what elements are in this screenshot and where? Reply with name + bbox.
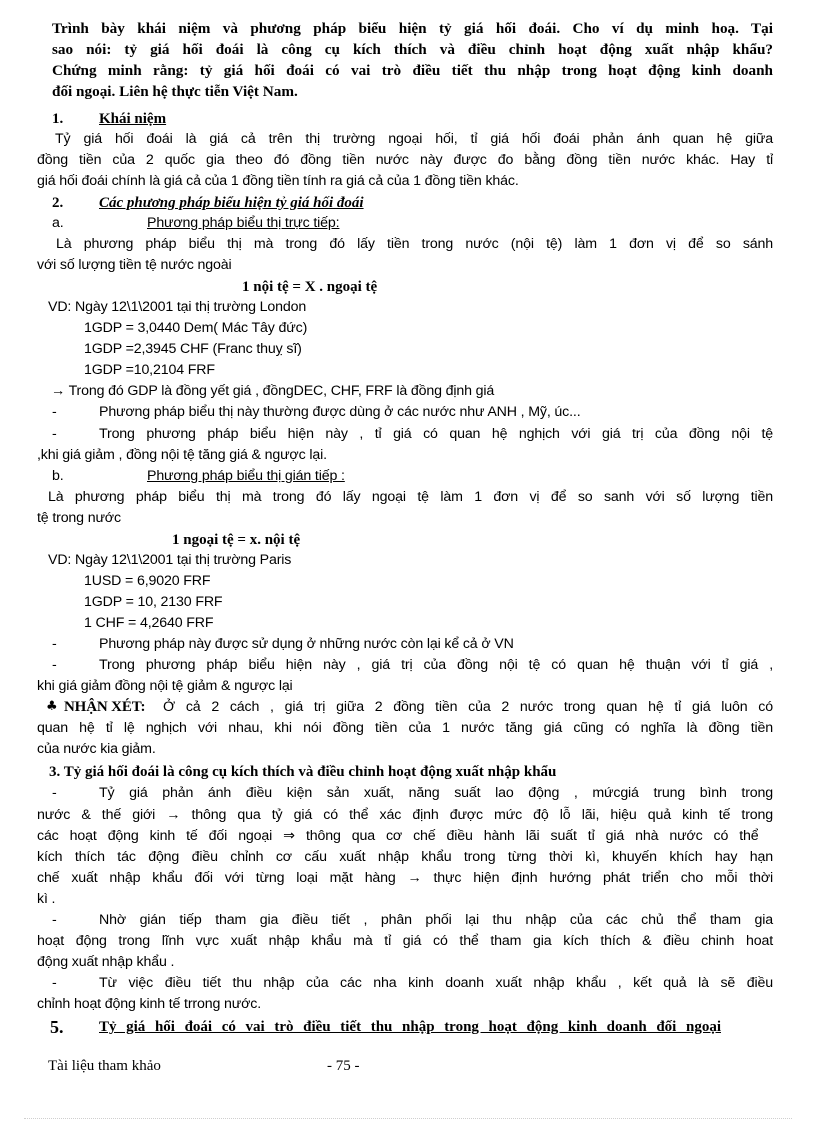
bullet-text: ,khi giá giảm , đồng nội tệ tăng giá & ngược lại. [37, 447, 327, 463]
bullet-dash: - [52, 636, 57, 652]
paragraph-text: Từ việc điều tiết thu nhập của các nha kinh doanh xuất nhập khẩu , kết quả là sẽ điều [99, 975, 773, 991]
paragraph-text: chế xuất nhập khẩu đối với từng loại mặt hàng → thực hiện định hướng phát triển cho mỗi thời [37, 870, 773, 886]
section-1-number: 1. [52, 111, 64, 127]
section-3-title: 3. Tỷ giá hối đoái là công cụ kích thích và điều chỉnh hoạt động xuất nhập khẩu [49, 764, 557, 780]
bullet-text: Trong phương pháp biểu hiện này , giá trị của đồng nội tệ có quan hệ thuận với tỉ giá , [99, 657, 773, 673]
paragraph-text: Là phương pháp biểu thị mà trong đó lấy ngoại tệ làm 1 đơn vị để so sanh với số lượng tiền [48, 489, 773, 505]
remark-text: của nước kia giảm. [37, 741, 156, 757]
note-text: → Trong đó GDP là đồng yết giá , đồngDEC, CHF, FRF là đồng định giá [51, 383, 495, 399]
question-text-3: Chứng minh rằng: tỷ giá hối đoái có vai trò điều tiết thu nhập trong hoạt động kinh doanh [52, 62, 773, 79]
paragraph-text: đồng tiền của 2 quốc gia theo đó đồng tiền nước này được đo bằng đồng tiền nước khác. Hay tỉ [37, 152, 773, 168]
formula-text: 1 ngoại tệ = x. nội tệ [172, 532, 301, 548]
paragraph-text: nước & thế giới → thông qua tỷ giá có thể xác định được mức độ lỗ lãi, hiệu quả kinh tế trong [37, 807, 773, 823]
paragraph-text: kì . [37, 891, 56, 907]
example-rate: 1GDP =2,3945 CHF (Franc thuỵ sĩ) [84, 341, 302, 357]
remark-text: quan hệ tỉ lệ nghịch với nhau, khi nói đồng tiền của 1 nước tăng giá cũng có nghĩa là đồng tiền [37, 720, 773, 736]
section-5-number: 5. [50, 1017, 64, 1037]
example-rate: 1GDP = 10, 2130 FRF [84, 594, 223, 610]
paragraph-text: Tỷ giá phản ánh điều kiện sản xuất, năng suất lao động , mứcgiá trung bình trong [99, 785, 773, 801]
bullet-dash: - [52, 426, 57, 442]
paragraph-text: động xuất nhập khẩu . [37, 954, 175, 970]
section-1-title: Khái niệm [99, 111, 167, 127]
paragraph-text: các hoạt động kinh tế đối ngoại ⇒ thông qua cơ chế điều hành lãi suất tỉ giá nhà nước có thể [37, 828, 759, 844]
section-2-title: Các phương pháp biểu hiện tỷ giá hối đoái [99, 195, 364, 211]
example-rate: 1 CHF = 4,2640 FRF [84, 615, 214, 631]
page-number: - 75 - [327, 1058, 360, 1074]
footer-divider [24, 1118, 792, 1119]
paragraph-text: Là phương pháp biểu thị mà trong đó lấy tiền trong nước (nội tệ) làm 1 đơn vị để so sánh [56, 236, 773, 252]
section-2-number: 2. [52, 195, 64, 211]
example-rate: 1GDP = 3,0440 Dem( Mác Tây đức) [84, 320, 308, 336]
bullet-text: Trong phương pháp biểu hiện này , tỉ giá có quan hệ nghịch với giá trị của đồng nội tệ [99, 426, 773, 442]
formula-text: 1 nội tệ = X . ngoại tệ [242, 279, 378, 295]
bullet-text: Phương pháp này được sử dụng ở những nước còn lại kể cả ở VN [99, 636, 514, 652]
paragraph-text: kích thích tác động điều chỉnh cơ cấu xuất nhập khẩu trong từng thời kì, khuyến khích hay hạn [37, 849, 773, 865]
paragraph-text: hoạt động trong lĩnh vực xuất nhập khẩu mà tỉ giá có thể tham gia kích thích & điều chinh hoat [37, 933, 773, 949]
remark-label: NHẬN XÉT: [64, 699, 146, 715]
bullet-text: Phương pháp biểu thị này thường được dùng ở các nước như ANH , Mỹ, úc... [99, 404, 581, 420]
paragraph-text: chỉnh hoạt động kinh tế trrong nước. [37, 996, 261, 1012]
paragraph-text: Tỷ giá hối đoái là giá cả trên thị trường ngoại hối, tỉ giá hối đoái phản ánh quan hệ giữa [55, 131, 773, 147]
paragraph-text: Nhờ gián tiếp tham gia điều tiết , phân phối lại thu nhập của các chủ thể tham gia [99, 912, 773, 928]
bullet-dash: - [52, 657, 57, 673]
subsection-b-label: b. [52, 468, 64, 484]
bullet-dash: - [52, 404, 57, 420]
question-text-1: Trình bày khái niệm và phương pháp biểu hiện tỷ giá hối đoái. Cho ví dụ minh hoạ. Tại [52, 20, 773, 37]
subsection-a-title: Phương pháp biểu thị trực tiếp: [147, 215, 340, 231]
paragraph-text: tệ trong nước [37, 510, 121, 526]
paragraph-text: với số lượng tiền tệ nước ngoài [37, 257, 232, 273]
subsection-b-title: Phương pháp biểu thị gián tiếp : [147, 468, 345, 484]
bullet-text: khi giá giảm đồng nội tệ giảm & ngược lại [37, 678, 293, 694]
question-text-2: sao nói: tỷ giá hối đoái là công cụ kích thích và điều chỉnh hoạt động xuất nhập khẩu? [52, 41, 773, 58]
example-intro-text: VD: Ngày 12\1\2001 tại thị trường Paris [48, 552, 292, 568]
club-icon: ♣ [46, 699, 58, 714]
question-text-4: đối ngoại. Liên hệ thực tiễn Việt Nam. [52, 83, 298, 100]
remark-text: Ở cả 2 cách , giá trị giữa 2 đồng tiền của 2 nước trong quan hệ tỉ giá luôn có [163, 699, 773, 715]
subsection-a-label: a. [52, 215, 64, 231]
bullet-dash: - [52, 912, 57, 928]
paragraph-text: giá hối đoái chính là giá cả của 1 đồng tiền tính ra giá cả của 1 đồng tiền khác. [37, 173, 519, 189]
section-5-title: Tỷ giá hối đoái có vai trò điều tiết thu nhập trong hoạt động kinh doanh đối ngoại [99, 1019, 721, 1035]
example-rate: 1GDP =10,2104 FRF [84, 362, 215, 378]
example-intro-text: VD: Ngày 12\1\2001 tại thị trường London [48, 299, 307, 315]
example-rate: 1USD = 6,9020 FRF [84, 573, 211, 589]
bullet-dash: - [52, 975, 57, 991]
bullet-dash: - [52, 785, 57, 801]
footer-left-text: Tài liệu tham khảo [48, 1058, 161, 1074]
